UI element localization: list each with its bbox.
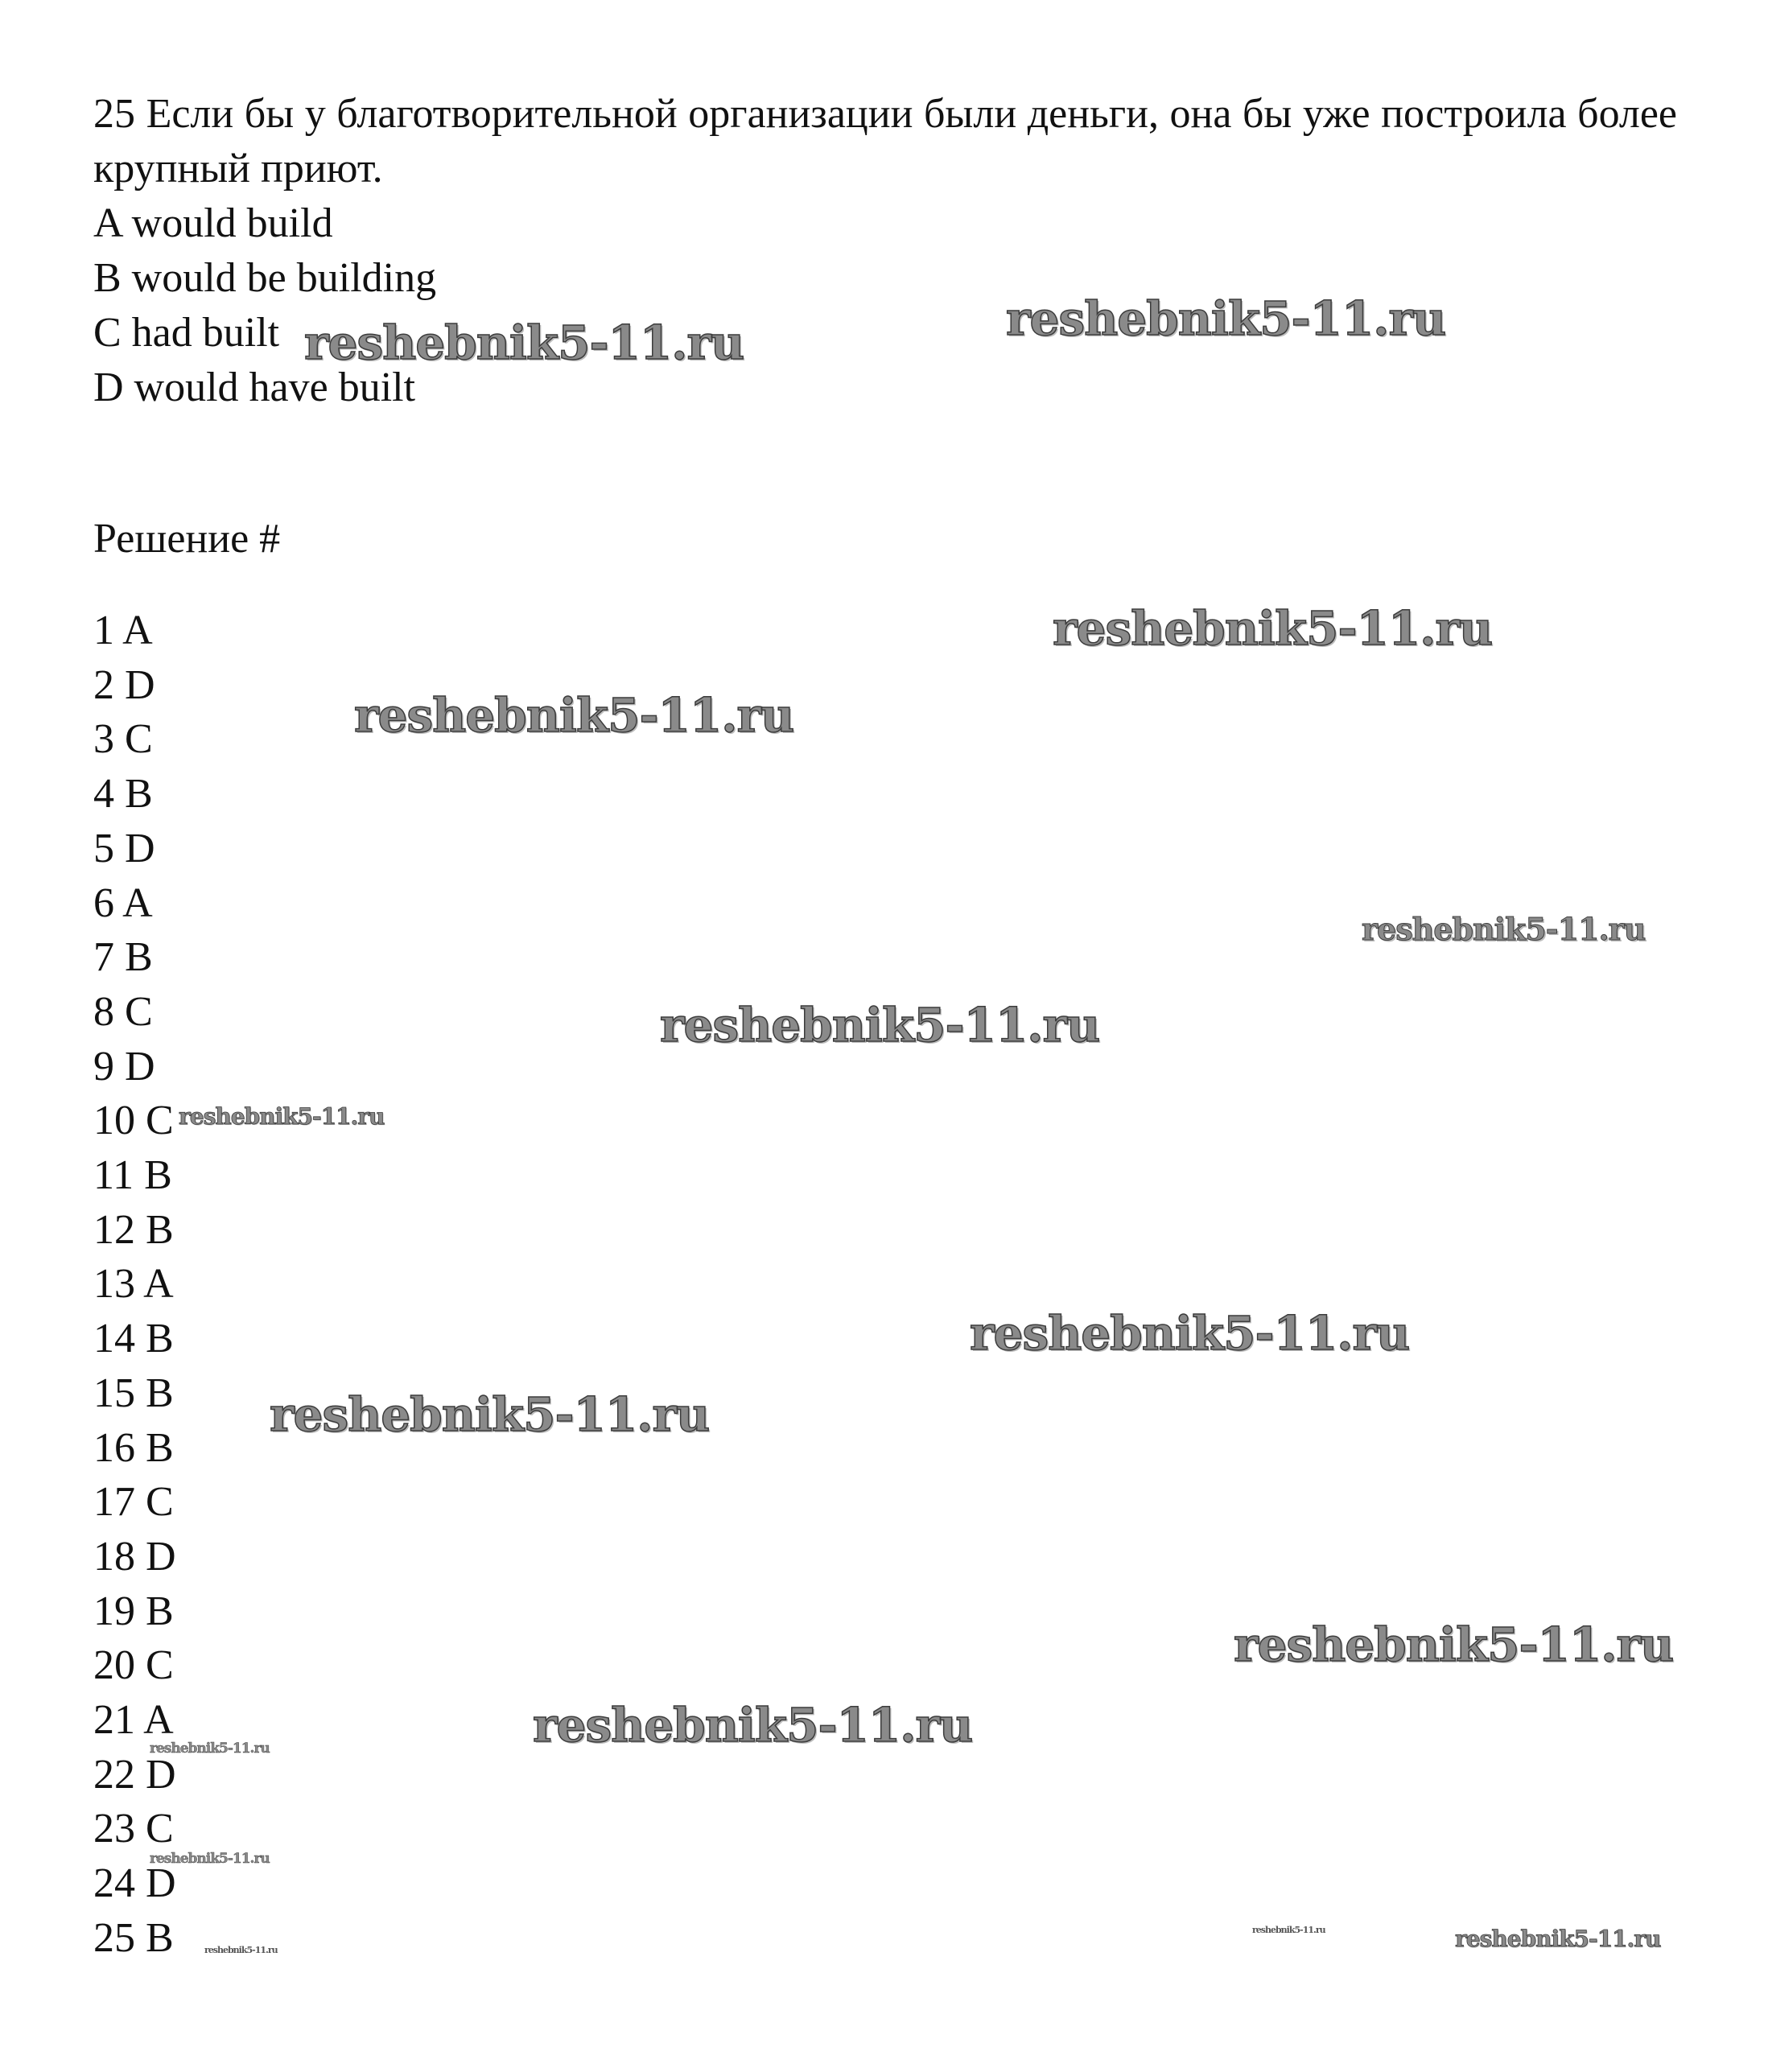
watermark: reshebnik5-11.ru [1252, 1925, 1325, 1935]
option-b: B would be building [93, 255, 437, 301]
answer-item: 4 B [93, 771, 153, 818]
watermark: reshebnik5-11.ru [533, 1698, 973, 1753]
answer-list [93, 603, 176, 1966]
answer-item: 23 C [93, 1806, 174, 1852]
answer-item: 2 D [93, 661, 155, 708]
watermark: reshebnik5-11.ru [1362, 911, 1646, 947]
answer-item: 10 C [93, 1098, 174, 1144]
watermark: reshebnik5-11.ru [970, 1306, 1410, 1361]
answer-item: 3 C [93, 716, 153, 763]
answer-item: 16 B [93, 1424, 174, 1471]
watermark: reshebnik5-11.ru [304, 315, 744, 370]
watermark: reshebnik5-11.ru [270, 1387, 710, 1442]
watermark: reshebnik5-11.ru [204, 1945, 278, 1955]
answer-item: 24 D [93, 1860, 176, 1907]
watermark: reshebnik5-11.ru [1053, 601, 1493, 656]
question-block [93, 87, 1677, 415]
watermark: reshebnik5-11.ru [150, 1851, 270, 1867]
answer-item: 18 D [93, 1533, 176, 1580]
answer-item: 13 A [93, 1261, 174, 1308]
watermark: reshebnik5-11.ru [1455, 1926, 1661, 1952]
answer-item: 1 A [93, 608, 153, 653]
answer-item: 11 B [93, 1152, 172, 1199]
answer-item: 7 B [93, 934, 153, 981]
watermark: reshebnik5-11.ru [1006, 291, 1446, 346]
watermark: reshebnik5-11.ru [660, 998, 1100, 1052]
answer-item: 25 B [93, 1914, 174, 1961]
watermark: reshebnik5-11.ru [1234, 1617, 1674, 1672]
answer-item: 9 D [93, 1043, 155, 1090]
option-c: C had built [93, 310, 280, 356]
answer-item: 22 D [93, 1751, 176, 1798]
watermark: reshebnik5-11.ru [179, 1103, 385, 1130]
answer-item: 20 C [93, 1642, 174, 1689]
answer-item: 8 C [93, 988, 153, 1035]
watermark: reshebnik5-11.ru [150, 1740, 270, 1757]
solution-heading: Решение # [93, 516, 281, 562]
answer-item: 17 C [93, 1479, 174, 1526]
answer-item: 14 B [93, 1316, 174, 1362]
answer-item: 19 B [93, 1588, 174, 1634]
option-a: A would build [93, 200, 333, 246]
answer-item: 6 A [93, 879, 153, 926]
answer-item: 5 D [93, 825, 155, 871]
watermark: reshebnik5-11.ru [354, 688, 794, 743]
answer-item: 15 B [93, 1370, 174, 1416]
answer-item: 21 A [93, 1697, 174, 1744]
option-d: D would have built [93, 365, 416, 410]
question-text: 25 Если бы у благотворительной организации были деньги, она бы уже построила более крупный приют. [93, 91, 1677, 192]
answer-item: 12 B [93, 1206, 174, 1253]
